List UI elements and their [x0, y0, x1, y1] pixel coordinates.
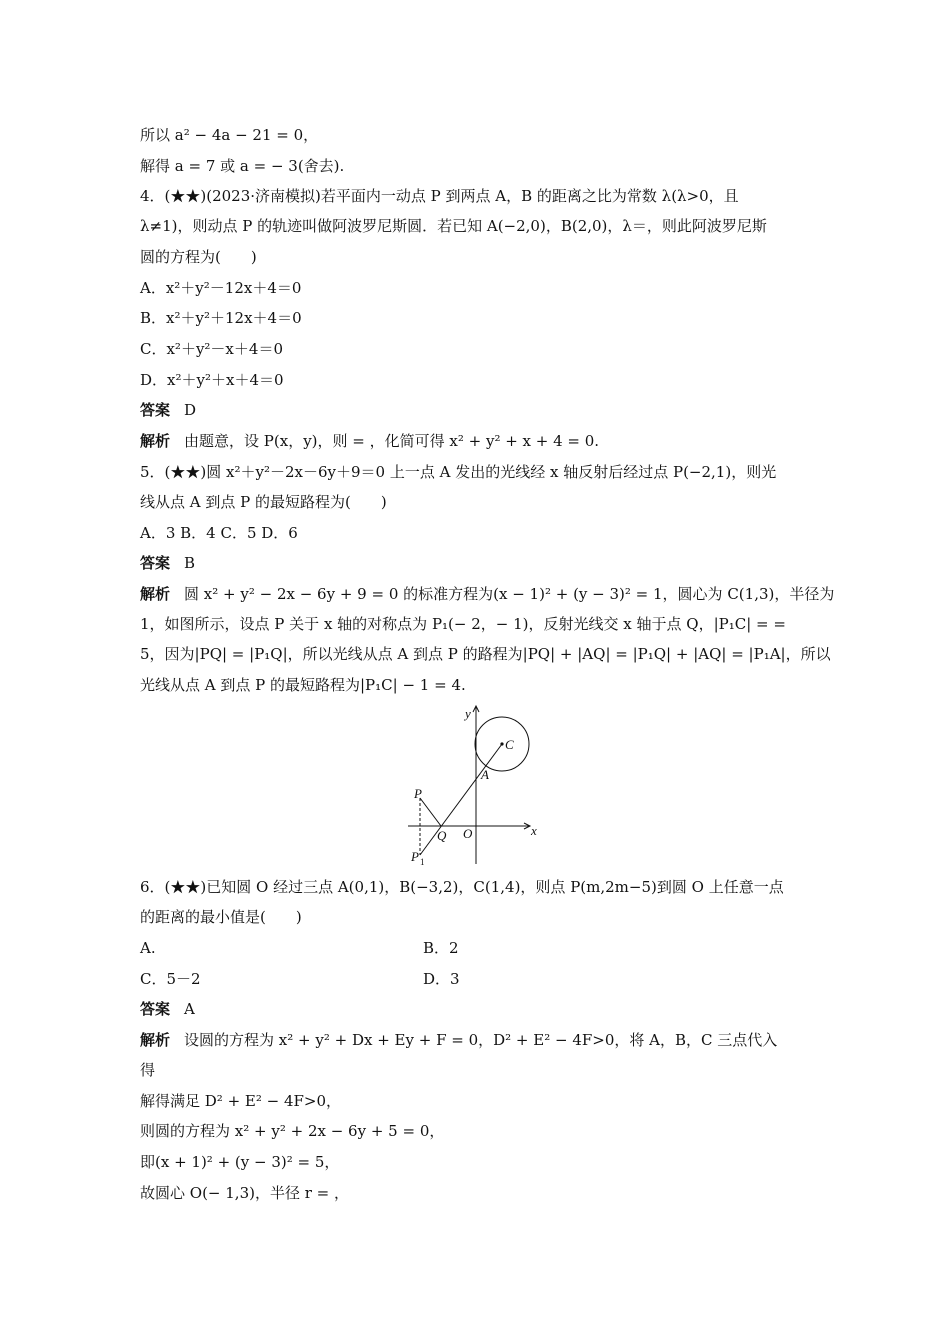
label-p: P: [414, 786, 422, 801]
text-line: 1，如图所示，设点 P 关于 x 轴的对称点为 P₁(− 2，− 1)，反射光线交 x 轴于点 Q，|P₁C| = =: [140, 615, 786, 633]
analysis-text: 由题意，设 P(x，y)，则 = ，化简可得 x² + y² + x + 4 = 0.: [184, 432, 600, 450]
analysis-label: 解析: [140, 432, 171, 450]
x-label: x: [531, 823, 537, 838]
answer-label: 答案: [140, 1000, 171, 1018]
option-b: B．x²＋y²＋12x＋4＝0: [140, 309, 302, 327]
option-d: D．3: [423, 970, 460, 988]
analysis-label: 解析: [140, 1031, 171, 1049]
geometry-figure: [400, 700, 550, 870]
options-line: A．3 B．4 C．5 D．6: [140, 524, 298, 542]
segment-pq: [420, 798, 441, 826]
question-5-line: 5．(★★)圆 x²＋y²－2x－6y＋9＝0 上一点 A 发出的光线经 x 轴反射后经过点 P(−2,1)，则光: [140, 463, 777, 481]
text-line: 则圆的方程为 x² + y² + 2x − 6y + 5 = 0，: [140, 1122, 445, 1140]
answer-line: [140, 400, 810, 420]
text-line: 5，因为|PQ| = |P₁Q|，所以光线从点 A 到点 P 的路程为|PQ| + |AQ| = |P₁Q| + |AQ| = |P₁A|，所以: [140, 645, 831, 663]
segment-p1c: [420, 744, 502, 855]
label-o: O: [463, 826, 473, 841]
analysis-line: [140, 1030, 810, 1050]
y-label: y: [465, 706, 471, 721]
label-a: A: [481, 767, 489, 782]
text-line: 得: [140, 1061, 156, 1079]
text-line: 故圆心 O(− 1,3)，半径 r = ，: [140, 1184, 350, 1202]
answer-value: B: [184, 554, 196, 572]
text-line: 线从点 A 到点 P 的最短路程为( ): [140, 493, 387, 511]
text-line: 所以 a² − 4a − 21 = 0，: [140, 126, 319, 144]
analysis-text: 设圆的方程为 x² + y² + Dx + Ey + F = 0，D² + E² − 4F>0，将 A，B，C 三点代入: [184, 1031, 778, 1049]
answer-line: [140, 553, 810, 573]
text-line: 即(x + 1)² + (y − 3)² = 5，: [140, 1153, 340, 1171]
analysis-line: [140, 431, 810, 451]
option-b: B．2: [423, 939, 459, 957]
answer-label: 答案: [140, 401, 171, 419]
text-line: 圆的方程为( ): [140, 248, 257, 266]
answer-value: A: [184, 1000, 195, 1018]
label-p1: P: [411, 849, 419, 864]
option-a: A．x²＋y²－12x＋4＝0: [140, 279, 302, 297]
text-line: λ≠1)，则动点 P 的轨迹叫做阿波罗尼斯圆．若已知 A(−2,0)，B(2,0)，λ＝，则此阿波罗尼斯: [140, 217, 767, 235]
text-line: 光线从点 A 到点 P 的最短路程为|P₁C| − 1 = 4.: [140, 676, 466, 694]
answer-label: 答案: [140, 554, 171, 572]
option-c: C．x²＋y²－x＋4＝0: [140, 340, 283, 358]
label-q: Q: [437, 828, 447, 843]
text-line: 解得 a = 7 或 a = − 3(舍去).: [140, 157, 345, 175]
analysis-text: 圆 x² + y² − 2x − 6y + 9 = 0 的标准方程为(x − 1)² + (y − 3)² = 1，圆心为 C(1,3)，半径为: [184, 585, 835, 603]
text-line: 解得满足 D² + E² − 4F>0，: [140, 1092, 342, 1110]
option-a: A.: [140, 939, 156, 957]
answer-value: D: [184, 401, 197, 419]
option-c: C．5－2: [140, 970, 201, 988]
label-c: C: [505, 737, 514, 752]
question-4-line: 4．(★★)(2023·济南模拟)若平面内一动点 P 到两点 A，B 的距离之比为常数 λ(λ>0，且: [140, 187, 739, 205]
label-p1-subscript: 1: [420, 857, 425, 867]
analysis-label: 解析: [140, 585, 171, 603]
answer-line: [140, 999, 810, 1019]
text-line: 的距离的最小值是( ): [140, 908, 302, 926]
question-6-line: 6．(★★)已知圆 O 经过三点 A(0,1)，B(−3,2)，C(1,4)，则点 P(m,2m−5)到圆 O 上任意一点: [140, 878, 784, 896]
analysis-line: [140, 584, 835, 604]
option-d: D．x²＋y²＋x＋4＝0: [140, 371, 284, 389]
